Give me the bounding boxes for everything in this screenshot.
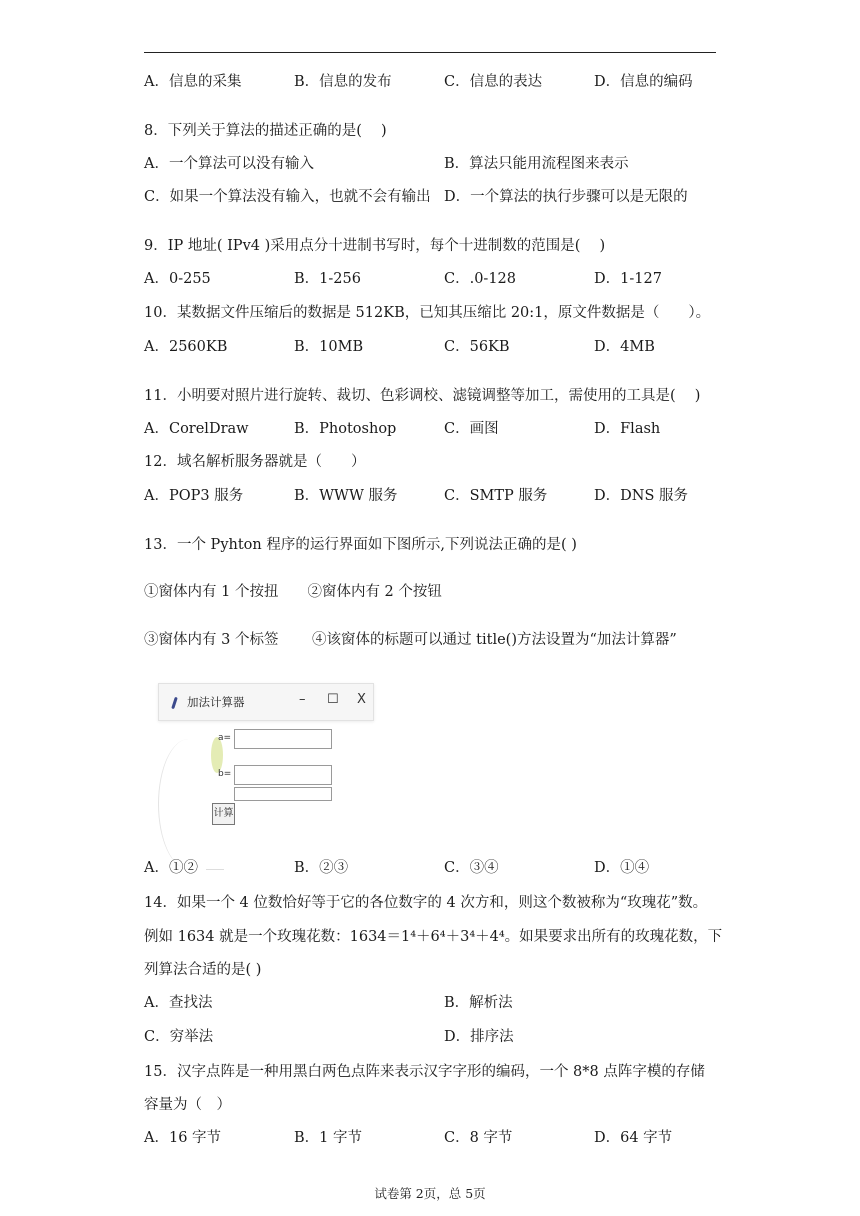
q12-option-b: B．WWW 服务 xyxy=(294,488,398,504)
background-arc xyxy=(158,739,219,869)
entry-b xyxy=(234,765,332,785)
q13-option-c: C．③④ xyxy=(444,860,499,876)
q7-option-a: A．信息的采集 xyxy=(144,74,242,90)
q9-stem: 9．IP 地址( IPv4 )采用点分十进制书写时，每个十进制数的范围是( ) xyxy=(144,238,606,254)
q9-option-c: C．.0-128 xyxy=(444,271,517,287)
q12-stem: 12．域名解析服务器就是（ ） xyxy=(144,454,366,470)
window-body xyxy=(158,719,372,838)
q15-option-c: C．8 字节 xyxy=(444,1130,513,1146)
close-icon: X xyxy=(357,692,366,707)
q12-option-d: D．DNS 服务 xyxy=(594,488,688,504)
q8-stem: 8．下列关于算法的描述正确的是( ) xyxy=(144,123,387,139)
q13-statement-1-2: ①窗体内有 1 个按扭 ②窗体内有 2 个按钮 xyxy=(144,584,442,600)
q15-line-1: 15．汉字点阵是一种用黑白两色点阵来表示汉字字形的编码，一个 8*8 点阵字模的存储 xyxy=(144,1064,705,1080)
window-titlebar xyxy=(158,683,374,721)
q8-option-d: D．一个算法的执行步骤可以是无限的 xyxy=(444,189,688,205)
header-rule xyxy=(144,52,716,53)
q15-option-a: A．16 字节 xyxy=(144,1130,222,1146)
q10-option-b: B．10MB xyxy=(294,339,364,355)
q11-option-a: A．CorelDraw xyxy=(144,421,249,437)
q14-option-a: A．查找法 xyxy=(144,995,213,1011)
label-b: b= xyxy=(218,769,232,779)
q13-option-d: D．①④ xyxy=(594,860,650,876)
q9-option-b: B．1-256 xyxy=(294,271,361,287)
calculate-button: 计算 xyxy=(212,803,235,825)
q11-option-b: B．Photoshop xyxy=(294,421,397,437)
q15-option-b: B．1 字节 xyxy=(294,1130,362,1146)
page-footer: 试卷第 2页，总 5页 xyxy=(374,1186,486,1201)
entry-a xyxy=(234,729,332,749)
q11-option-d: D．Flash xyxy=(594,421,661,437)
maximize-icon: ☐ xyxy=(327,692,339,707)
q9-option-d: D．1-127 xyxy=(594,271,662,287)
q7-option-b: B．信息的发布 xyxy=(294,74,392,90)
q11-stem: 11．小明要对照片进行旋转、裁切、色彩调校、滤镜调整等加工，需使用的工具是( ) xyxy=(144,388,701,404)
q8-option-c: C．如果一个算法没有输入，也就不会有输出 xyxy=(144,189,431,205)
q9-option-a: A．0-255 xyxy=(144,271,211,287)
q10-option-a: A．2560KB xyxy=(144,339,228,355)
q13-stem: 13．一个 Pyhton 程序的运行界面如下图所示,下列说法正确的是( ) xyxy=(144,537,577,553)
q8-option-a: A．一个算法可以没有输入 xyxy=(144,156,314,172)
tk-feather-icon xyxy=(171,697,178,709)
q7-option-d: D．信息的编码 xyxy=(594,74,693,90)
background-bar xyxy=(206,869,224,870)
q10-option-c: C．56KB xyxy=(444,339,510,355)
python-window-figure xyxy=(150,676,375,838)
q14-line-3: 列算法合适的是( ) xyxy=(144,962,262,978)
q12-option-a: A．POP3 服务 xyxy=(144,488,244,504)
q14-line-1: 14．如果一个 4 位数恰好等于它的各位数字的 4 次方和，则这个数被称为“玫瑰花”数。 xyxy=(144,895,708,911)
minimize-icon: – xyxy=(299,692,306,707)
window-title: 加法计算器 xyxy=(187,695,245,709)
q7-option-c: C．信息的表达 xyxy=(444,74,543,90)
entry-result xyxy=(234,787,332,801)
q8-option-b: B．算法只能用流程图来表示 xyxy=(444,156,629,172)
q13-option-a: A．①② xyxy=(144,860,198,876)
q14-option-c: C．穷举法 xyxy=(144,1029,214,1045)
label-a: a= xyxy=(218,733,232,743)
q13-option-b: B．②③ xyxy=(294,860,349,876)
q11-option-c: C．画图 xyxy=(444,421,499,437)
q13-statement-3-4: ③窗体内有 3 个标签 ④该窗体的标题可以通过 title()方法设置为“加法计算器” xyxy=(144,632,677,648)
q14-line-2: 例如 1634 就是一个玫瑰花数：1634＝1⁴＋6⁴＋3⁴＋4⁴。如果要求出所有的玫瑰花数，下 xyxy=(144,929,723,945)
q15-line-2: 容量为（ ） xyxy=(144,1097,231,1113)
q10-option-d: D．4MB xyxy=(594,339,655,355)
q12-option-c: C．SMTP 服务 xyxy=(444,488,548,504)
q14-option-d: D．排序法 xyxy=(444,1029,514,1045)
q14-option-b: B．解析法 xyxy=(444,995,513,1011)
q15-option-d: D．64 字节 xyxy=(594,1130,673,1146)
q10-stem: 10．某数据文件压缩后的数据是 512KB，已知其压缩比 20:1，原文件数据是（ ）。 xyxy=(144,305,711,321)
